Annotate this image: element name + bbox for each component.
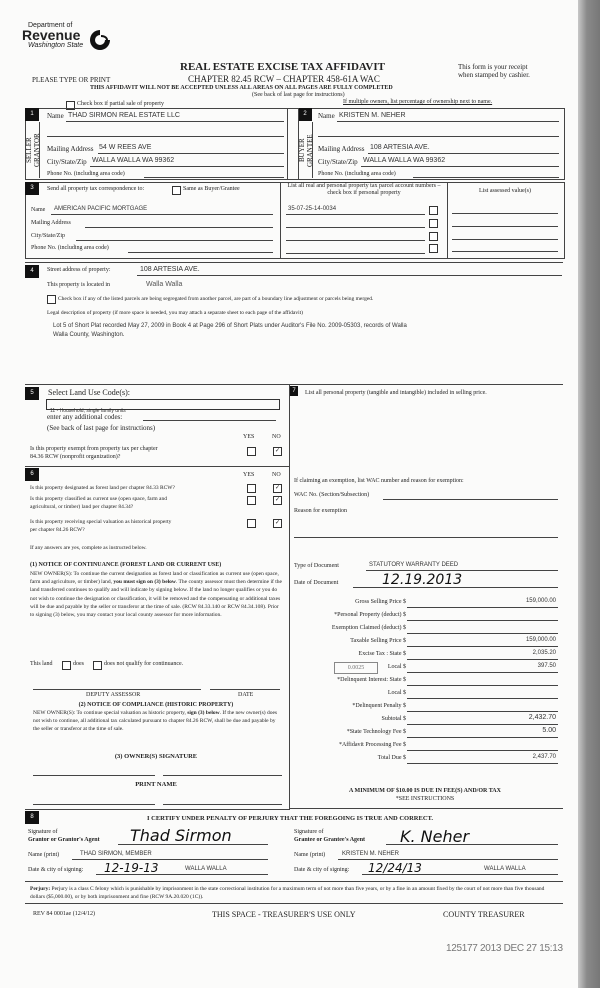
receipt-note-2: when stamped by cashier.	[458, 71, 530, 79]
seller-name-label: Name	[47, 112, 64, 120]
doc-type-label: Type of Document	[294, 563, 339, 569]
tax-row: Subtotal $ 2,432.70	[294, 714, 558, 727]
assessed-header: List assessed value(s)	[479, 188, 531, 194]
perjury-note: Perjury: Perjury is a class C felony which is punishable by imprisonment in the state correctional institution for a maximum term of not more than five years, or by a fine in an amount fixed by the court of not more than five thousand dollars ($5,000.00), or by both imprisonment and fine (RCW 9A.20.020 (1C)).	[30, 886, 545, 900]
logo-line3: Washington State	[28, 42, 84, 49]
street-address-label: Street address of property:	[47, 267, 111, 273]
section-3-number: 3	[25, 182, 39, 195]
buyer-name-label: Name	[318, 112, 335, 120]
multiple-owners-note: If multiple owners, list percentage of ownership next to name.	[343, 99, 493, 105]
seller-phone-label: Phone No. (including area code)	[47, 171, 125, 177]
grantor-city-field[interactable]: WALLA WALLA	[185, 866, 227, 872]
historic-question-2: per chapter 84.26 RCW?	[30, 527, 85, 533]
does-label: does	[73, 661, 84, 667]
certify-statement: I CERTIFY UNDER PENALTY OF PERJURY THAT THE FOREGOING IS TRUE AND CORRECT.	[146, 815, 433, 822]
minimum-due-note: A MINIMUM OF $10.00 IS DUE IN FEE(S) AND/OR TAX	[349, 788, 501, 794]
gross-selling-price-value[interactable]: 159,000.00	[525, 598, 556, 604]
if-yes-note: If any answers are yes, complete as instructed below.	[30, 545, 147, 551]
subtotal-value[interactable]: 2,432.70	[528, 714, 556, 721]
parcel-number-field[interactable]	[286, 240, 425, 241]
seller-city-field[interactable]: WALLA WALLA WA 99362	[92, 157, 175, 164]
buyer-mailing-field[interactable]: 108 ARTESIA AVE.	[370, 144, 430, 151]
current-use-question-2: agricultural, or timber) land per chapter 84.34?	[30, 504, 134, 510]
exempt-yes-checkbox[interactable]	[247, 447, 256, 456]
grantor-sig-label-2: Grantor or Grantor's Agent	[28, 837, 100, 843]
does-not-qualify-checkbox[interactable]	[93, 661, 102, 670]
buyer-grantee-label: BUYER GRANTEE	[298, 134, 314, 167]
current-use-no-checkbox[interactable]: ✓	[274, 497, 281, 503]
tax-row: *Affidavit Processing Fee $	[294, 740, 558, 753]
no-header: NO	[272, 472, 281, 478]
logo	[22, 22, 83, 49]
tax-row: Total Due $ 2,437.70	[294, 753, 558, 766]
doc-type-field[interactable]: STATUTORY WARRANTY DEED	[369, 562, 459, 568]
correspondence-mailing-label: Mailing Address	[31, 220, 71, 226]
owner-signature-field[interactable]	[33, 775, 155, 776]
reason-field[interactable]	[294, 537, 558, 538]
exempt-question: Is this property exempt from property tax per chapter	[30, 446, 158, 452]
assessed-value-field[interactable]	[452, 226, 558, 227]
legal-description-label: Legal description of property (if more space is needed, you may attach a separate sheet to each page of the affidavit)	[47, 310, 303, 316]
assessor-date-label: DATE	[238, 692, 254, 698]
notice-continuance-body: NEW OWNER(S): To continue the current designation as forest land or classification as current use (open space, farm and agriculture, or timber) land, you must sign on (3) below. The county assessor must then determine if the land transferred continues to qualify and will indicate by signing below. If the land no longer qualifies or you do not wish to continue the designation or classification, it will be removed and the compensating or additional taxes will be due and payable by the seller or transferor at the time of sale. (RCW 84.33.140 or RCW 84.34.108). Prior to signing (3) below, you may contact your local county assessor for more information.	[30, 571, 282, 619]
grantee-signature-field[interactable]: K. Neher	[400, 827, 470, 846]
additional-codes-label: enter any additional codes:	[47, 413, 123, 421]
owner-signature-field-2[interactable]	[163, 775, 282, 776]
parcel-number-field[interactable]	[286, 227, 425, 228]
same-as-buyer-checkbox[interactable]	[172, 186, 181, 195]
reason-label: Reason for exemption	[294, 508, 347, 514]
deputy-assessor-signature[interactable]	[33, 689, 201, 690]
excise-tax-local-value[interactable]: 397.50	[537, 663, 556, 669]
send-correspondence-label: Send all property tax correspondence to:	[47, 186, 145, 192]
treasurer-use-label: THIS SPACE - TREASURER'S USE ONLY	[212, 910, 356, 919]
assessor-date-field[interactable]	[210, 689, 280, 690]
scan-edge	[578, 0, 600, 988]
historic-question: Is this property receiving special valuation as historical property	[30, 519, 172, 525]
notice-continuance-title: (1) NOTICE OF CONTINUANCE (FOREST LAND OR CURRENT USE)	[30, 562, 222, 568]
grantee-name-label: Name (print)	[294, 852, 326, 858]
dor-swirl-logo-icon	[88, 28, 112, 52]
assessed-value-field[interactable]	[452, 213, 558, 214]
forest-no-checkbox[interactable]: ✓	[274, 485, 281, 491]
assessed-value-field[interactable]	[452, 251, 558, 252]
notice-compliance-title: (2) NOTICE OF COMPLIANCE (HISTORIC PROPERTY)	[78, 702, 234, 708]
land-use-value: 11 - Household, single family units	[50, 408, 126, 414]
additional-codes-field[interactable]	[143, 420, 276, 421]
buyer-phone-field[interactable]	[413, 177, 559, 178]
buyer-city-field[interactable]: WALLA WALLA WA 99362	[363, 157, 446, 164]
correspondence-city-label: City/State/Zip	[31, 233, 65, 239]
land-use-label: Select Land Use Code(s):	[48, 388, 130, 397]
correspondence-name-label: Name	[31, 207, 46, 213]
buyer-phone-label: Phone No. (including area code)	[318, 171, 396, 177]
parcel-number-field[interactable]: 35-07-25-14-0034	[288, 206, 337, 212]
tax-calculation-table	[294, 597, 558, 766]
grantee-name-field[interactable]: KRISTEN M. NEHER	[342, 851, 400, 857]
section-4-number: 4	[25, 265, 39, 278]
section-1-number: 1	[25, 108, 39, 121]
assessed-value-field[interactable]	[452, 239, 558, 240]
exempt-no-checkbox[interactable]: ✓	[274, 448, 281, 454]
form-subtitle: CHAPTER 82.45 RCW – CHAPTER 458-61A WAC	[188, 74, 380, 84]
buyer-mailing-label: Mailing Address	[318, 145, 365, 153]
section-5-number: 5	[25, 387, 39, 400]
tax-row: Gross Selling Price $ 159,000.00	[294, 597, 558, 610]
tax-row: *Personal Property (deduct) $	[294, 610, 558, 623]
tax-row: *State Technology Fee $ 5.00	[294, 727, 558, 740]
legal-description-line2[interactable]: Walla County, Washington.	[53, 332, 125, 338]
section-7-number: 7	[290, 386, 298, 396]
segregated-checkbox[interactable]	[47, 295, 56, 304]
correspondence-phone-field[interactable]	[128, 252, 273, 253]
tax-row: *Delinquent Interest: State $	[294, 675, 558, 688]
local-rate-field[interactable]: 0.0025	[334, 662, 378, 674]
exemption-label: If claiming an exemption, list WAC number and reason for exemption:	[294, 478, 464, 484]
section-6-number: 6	[25, 468, 39, 481]
print-name-label: PRINT NAME	[135, 781, 177, 788]
seller-phone-field[interactable]	[144, 177, 284, 178]
street-address-field[interactable]: 108 ARTESIA AVE.	[140, 266, 200, 273]
seller-mailing-label: Mailing Address	[47, 145, 94, 153]
notice-compliance-body: NEW OWNER(S): To continue special valuation as historic property, sign (3) below. If the new owner(s) does not wish to continue, all additional tax calculated pursuant to chapter 84.26 RCW, shall be due and payable by the seller or transferor at the time of sale.	[33, 710, 278, 732]
seller-mailing-field[interactable]: 54 W REES AVE	[99, 144, 152, 151]
correspondence-phone-label: Phone No. (including area code)	[31, 245, 109, 251]
located-in-field[interactable]: Walla Walla	[146, 281, 183, 288]
seller-grantor-label: SELLER GRANTOR	[25, 133, 41, 168]
same-as-buyer-label: Same as Buyer/Grantee	[183, 186, 240, 192]
see-instructions-note: *SEE INSTRUCTIONS	[395, 796, 455, 802]
forest-yes-checkbox[interactable]	[247, 484, 256, 493]
segregated-label: Check box if any of the listed parcels are being segregated from another parcel, are part of a boundary line adjustment or parcels being merged.	[58, 296, 374, 302]
yes-header: YES	[243, 472, 255, 478]
cashier-stamp: 125177 2013 DEC 27 15:13	[446, 943, 563, 954]
doc-date-field[interactable]: 12.19.2013	[382, 572, 463, 588]
yes-header: YES	[243, 434, 255, 440]
grantor-date-field[interactable]: 12-19-13	[104, 861, 159, 875]
grantee-date-field[interactable]: 12/24/13	[368, 861, 422, 875]
taxable-selling-price-value[interactable]: 159,000.00	[525, 637, 556, 643]
does-not-label: does not qualify for continuance.	[104, 661, 184, 667]
doc-date-label: Date of Document	[294, 580, 339, 586]
wac-field[interactable]	[383, 499, 558, 500]
partial-sale-label: Check box if partial sale of property	[77, 101, 164, 107]
current-use-question: Is this property classified as current use (open space, farm and	[30, 496, 167, 502]
historic-yes-checkbox[interactable]	[247, 519, 256, 528]
total-due-value[interactable]: 2,437.70	[532, 754, 556, 760]
tax-row: *Delinquent Penalty $	[294, 701, 558, 714]
correspondence-mailing-field[interactable]	[85, 227, 273, 228]
land-use-select[interactable]	[46, 399, 280, 414]
grantor-name-field[interactable]: THAD SIRMON, MEMBER	[80, 851, 152, 857]
wac-label: WAC No. (Section/Subsection)	[294, 492, 370, 498]
technology-fee-value[interactable]: 5.00	[542, 727, 556, 734]
see-back-note: (See back of last page for instructions)	[252, 92, 345, 98]
grantor-signature-field[interactable]: Thad Sirmon	[130, 826, 232, 845]
correspondence-name-field[interactable]: AMERICAN PACIFIC MORTGAGE	[54, 206, 148, 212]
grantor-sig-label-1: Signature of	[28, 829, 58, 835]
section-8-number: 8	[25, 811, 39, 824]
deputy-assessor-label: DEPUTY ASSESSOR	[86, 692, 141, 698]
print-name-field-2[interactable]	[163, 804, 282, 805]
form-warning: THIS AFFIDAVIT WILL NOT BE ACCEPTED UNLESS ALL AREAS ON ALL PAGES ARE FULLY COMPLETED	[90, 85, 393, 91]
correspondence-city-field[interactable]	[76, 240, 273, 241]
grantor-date-label: Date & city of signing:	[28, 867, 84, 873]
does-qualify-checkbox[interactable]	[62, 661, 71, 670]
owner-signature-title: (3) OWNER(S) SIGNATURE	[114, 753, 198, 760]
logo-line1: Department of	[28, 22, 73, 29]
grantee-sig-label-1: Signature of	[294, 829, 324, 835]
grantee-date-label: Date & city of signing:	[294, 867, 350, 873]
please-type-note: PLEASE TYPE OR PRINT	[32, 76, 111, 84]
personal-property-checkbox[interactable]	[429, 219, 438, 228]
county-treasurer-label: COUNTY TREASURER	[443, 910, 525, 919]
personal-property-checkbox[interactable]	[429, 244, 438, 253]
parcel-header: List all real and personal property tax parcel account numbers – check box if personal property	[287, 183, 441, 196]
logo-line2: Revenue	[22, 27, 81, 43]
forest-land-question: Is this property designated as forest land per chapter 84.33 RCW?	[30, 485, 175, 491]
legal-description-line1[interactable]: Lot 5 of Short Plat recorded May 27, 2009 in Book 4 at Page 296 of Short Plats under Auditor's File No. 2009-05303, records of Walla	[53, 323, 407, 329]
tax-row: Taxable Selling Price $ 159,000.00	[294, 636, 558, 649]
form-title: REAL ESTATE EXCISE TAX AFFIDAVIT	[180, 61, 385, 73]
parcel-number-field[interactable]	[286, 253, 425, 254]
grantee-city-field[interactable]: WALLA WALLA	[484, 866, 526, 872]
tax-row: Excise Tax : State $ 2,035.20	[294, 649, 558, 662]
personal-property-label: List all personal property (tangible and intangible) included in selling price.	[305, 390, 487, 396]
print-name-field[interactable]	[33, 804, 155, 805]
this-land-label: This land	[30, 661, 53, 667]
seller-name-field[interactable]: THAD SIRMON REAL ESTATE LLC	[68, 112, 180, 119]
personal-property-checkbox[interactable]	[429, 232, 438, 241]
located-in-label: This property is located in	[47, 282, 110, 288]
historic-no-checkbox[interactable]: ✓	[274, 520, 281, 526]
tax-row: Exemption Claimed (deduct) $	[294, 623, 558, 636]
section-2-number: 2	[298, 108, 312, 121]
grantee-sig-label-2: Grantee or Grantee's Agent	[294, 837, 366, 843]
seller-city-label: City/State/Zip	[47, 158, 87, 166]
excise-tax-state-value[interactable]: 2,035.20	[532, 650, 556, 656]
buyer-name-field[interactable]: KRISTEN M. NEHER	[339, 112, 406, 119]
no-header: NO	[272, 434, 281, 440]
current-use-yes-checkbox[interactable]	[247, 496, 256, 505]
exempt-question-2: 84.36 RCW (nonprofit organization)?	[30, 454, 121, 460]
tax-row: Local $	[294, 688, 558, 701]
section-5-see-back: (See back of last page for instructions)	[47, 424, 156, 432]
personal-property-checkbox[interactable]	[429, 206, 438, 215]
buyer-city-label: City/State/Zip	[318, 158, 358, 166]
receipt-note-1: This form is your receipt	[458, 63, 528, 71]
revision-code: REV 84 0001ae (12/4/12)	[33, 911, 96, 917]
tax-row: 0.0025 Local $ 397.50	[294, 662, 558, 675]
grantor-name-label: Name (print)	[28, 852, 60, 858]
